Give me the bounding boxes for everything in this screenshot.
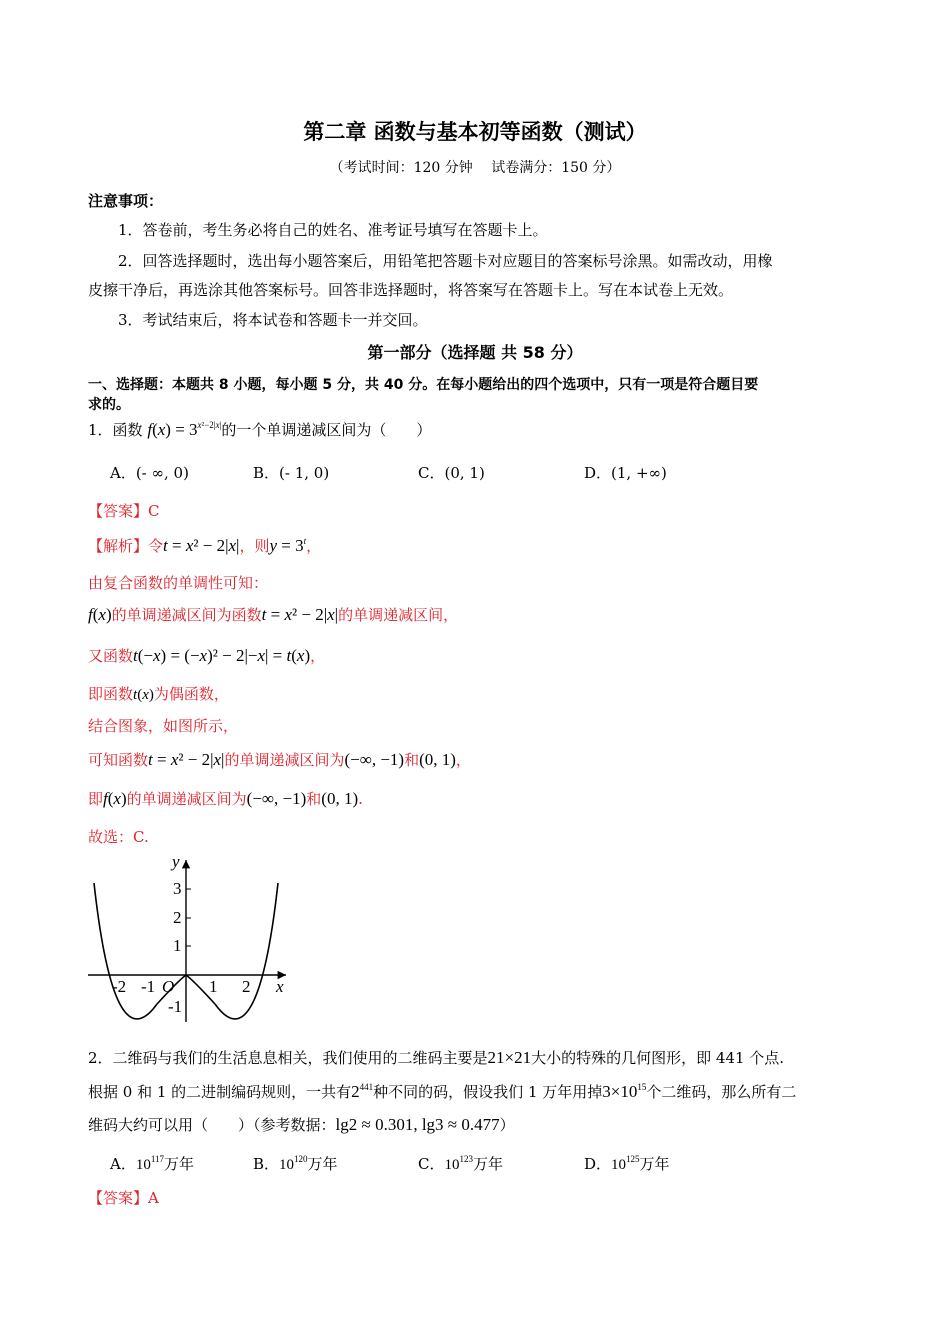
- q1-analysis-line1: [88, 535, 321, 556]
- note-item: 3．考试结束后，将本试卷和答题卡一并交回。: [118, 311, 428, 329]
- option-unit: 万年: [164, 1155, 195, 1173]
- x-axis-label: x: [276, 977, 284, 996]
- x-tick-label: 1: [209, 977, 218, 996]
- analysis-text: 的单调递减区间为函数: [111, 606, 262, 624]
- formula-t: t = x² − 2|x|: [163, 536, 240, 555]
- option-exponent: 120: [294, 1154, 308, 1164]
- note-item: 2．回答选择题时，选出每小题答案后，用铅笔把答题卡对应题目的答案标号涂黑。如需改动，用橡: [118, 252, 773, 270]
- q2-text: 维码大约可以用（ ）（参考数据：: [88, 1116, 336, 1134]
- y-tick-label: 1: [173, 936, 182, 955]
- q1-analysis-line3: [88, 604, 458, 625]
- q2-text: 个二维码，那么所有二: [646, 1083, 797, 1101]
- page-title: 第二章 函数与基本初等函数（测试）: [303, 120, 647, 144]
- option-unit: 万年: [307, 1155, 338, 1173]
- analysis-text: ，: [306, 537, 322, 555]
- q2-text: 种不同的码，假设我们 1 万年用掉: [373, 1083, 603, 1101]
- question-1: [88, 419, 431, 440]
- analysis-text: 的单调递减区间为: [224, 751, 345, 769]
- q2-text: 根据 0 和 1 的二进制编码规则，一共有: [88, 1083, 352, 1101]
- option-exponent: 123: [459, 1154, 473, 1164]
- y-tick-label: 3: [173, 879, 182, 898]
- analysis-label: 【解析】: [88, 537, 149, 555]
- analysis-text: 和: [306, 790, 322, 808]
- interval-2: (0, 1): [419, 750, 456, 769]
- x-tick-label: 2: [242, 977, 251, 996]
- formula-fx: f(x): [103, 789, 127, 808]
- analysis-text: ，: [455, 751, 471, 769]
- q1-analysis-line6: 结合图象，如图所示，: [88, 717, 239, 735]
- x-tick-label: -2: [112, 977, 127, 996]
- formula-t: t = x² − 2|x|: [261, 605, 339, 624]
- option-letter: D．: [584, 1155, 612, 1173]
- q2-text: ）: [499, 1116, 515, 1134]
- formula-even: t(−x) = (−x)² − 2|−x| = t(x): [133, 646, 311, 665]
- q2-option-a: [110, 1153, 194, 1174]
- y-tick-label: 2: [173, 908, 182, 927]
- q1-conclusion: 故选：C.: [88, 828, 149, 846]
- option-letter: B．: [253, 1155, 280, 1173]
- exam-info: （考试时间：120 分钟 试卷满分：150 分）: [329, 160, 621, 176]
- analysis-text: 即函数: [88, 685, 134, 703]
- q1-option-b: B．(- 1, 0): [253, 464, 330, 482]
- q2-option-b: [253, 1153, 338, 1174]
- q2-text: 大小的特殊的几何图形，即 441 个点.: [531, 1049, 785, 1067]
- q1-analysis-line8: [88, 788, 363, 809]
- analysis-text: ，: [310, 647, 326, 665]
- q2-answer: 【答案】A: [88, 1189, 159, 1207]
- q1-analysis-line4: [88, 645, 325, 666]
- formula-fx: f(x): [88, 605, 112, 624]
- analysis-text: 的单调递减区间为: [126, 790, 247, 808]
- option-value: $10^{125}$: [611, 1154, 640, 1173]
- part-heading: 第一部分（选择题 共 58 分）: [367, 343, 583, 362]
- option-unit: 万年: [639, 1155, 670, 1173]
- analysis-text: .: [358, 790, 363, 808]
- y-axis-label: y: [172, 852, 180, 871]
- q1-analysis-line2: 由复合函数的单调性可知：: [88, 574, 269, 592]
- formula-tx: t(x): [133, 687, 154, 703]
- formula-2-441: $2^{441}$: [351, 1082, 374, 1101]
- formula-3e15: $3\times 10^{15}$: [602, 1082, 647, 1101]
- notes-heading: 注意事项：: [88, 192, 164, 210]
- option-value: $10^{123}$: [444, 1154, 473, 1173]
- analysis-text: 即: [88, 790, 104, 808]
- formula-t: t = x² − 2|x|: [148, 750, 225, 769]
- option-value: $10^{120}$: [279, 1154, 308, 1173]
- option-letter: A．: [110, 1155, 136, 1173]
- curve-left-outer: [94, 883, 157, 1019]
- analysis-text: ，则: [239, 537, 270, 555]
- q1-analysis-line7: [88, 749, 471, 770]
- option-exponent: 125: [626, 1154, 640, 1164]
- interval-1: (−∞, −1): [246, 789, 307, 808]
- option-value: $10^{117}$: [135, 1154, 165, 1173]
- note-item: 1．答卷前，考生务必将自己的姓名、准考证号填写在答题卡上。: [118, 221, 548, 239]
- formula-21x21: 21×21: [487, 1048, 532, 1067]
- q1-option-a: A．(- ∞, 0): [110, 464, 189, 482]
- q2-option-d: [584, 1153, 670, 1174]
- section-instructions-cont: 求的。: [88, 397, 130, 413]
- analysis-text: 和: [404, 751, 420, 769]
- question-2-line1: [88, 1047, 784, 1068]
- option-letter: C．: [418, 1155, 445, 1173]
- x-tick-label: -1: [141, 977, 156, 996]
- section-instructions: 一、选择题：本题共 8 小题，每小题 5 分，共 40 分。在每小题给出的四个选项中，只有一项是符合题目要: [88, 377, 759, 393]
- question-2-line3: [88, 1114, 515, 1135]
- q1-formula: $f(x) = 3^{x^2-2|x|}$: [147, 420, 222, 439]
- analysis-text: 可知函数: [88, 751, 149, 769]
- q2-option-c: [418, 1153, 503, 1174]
- q1-analysis-line5: [88, 683, 229, 704]
- function-graph: [84, 850, 304, 1030]
- y-tick-label: -1: [168, 997, 183, 1016]
- formula-ref-data: lg2 ≈ 0.301, lg3 ≈ 0.477: [335, 1115, 500, 1134]
- analysis-text: 又函数: [88, 647, 134, 665]
- q1-option-d: D．(1, +∞): [584, 464, 667, 482]
- analysis-text: 的单调递减区间，: [338, 606, 459, 624]
- q1-answer: 【答案】C: [88, 502, 160, 520]
- curve-right-outer: [215, 883, 278, 1019]
- question-2-line2: [88, 1081, 796, 1102]
- interval-2: (0, 1): [321, 789, 359, 808]
- analysis-text: 为偶函数，: [153, 685, 229, 703]
- q2-text: 2．二维码与我们的生活息息相关，我们使用的二维码主要是: [88, 1049, 488, 1067]
- note-item: 皮擦干净后，再选涂其他答案标号。回答非选择题时，将答案写在答题卡上。写在本试卷上无效。: [88, 281, 734, 299]
- origin-label: O: [162, 977, 175, 996]
- option-unit: 万年: [472, 1155, 503, 1173]
- q1-suffix: 的一个单调递减区间为（ ）: [221, 421, 432, 439]
- formula-y: $y = 3^t$: [269, 536, 307, 555]
- interval-1: (−∞, −1): [344, 750, 405, 769]
- option-exponent: 117: [150, 1154, 165, 1164]
- q1-prefix: 1．函数: [88, 421, 143, 439]
- q1-option-c: C．(0, 1): [418, 464, 485, 482]
- analysis-text: 令: [148, 537, 164, 555]
